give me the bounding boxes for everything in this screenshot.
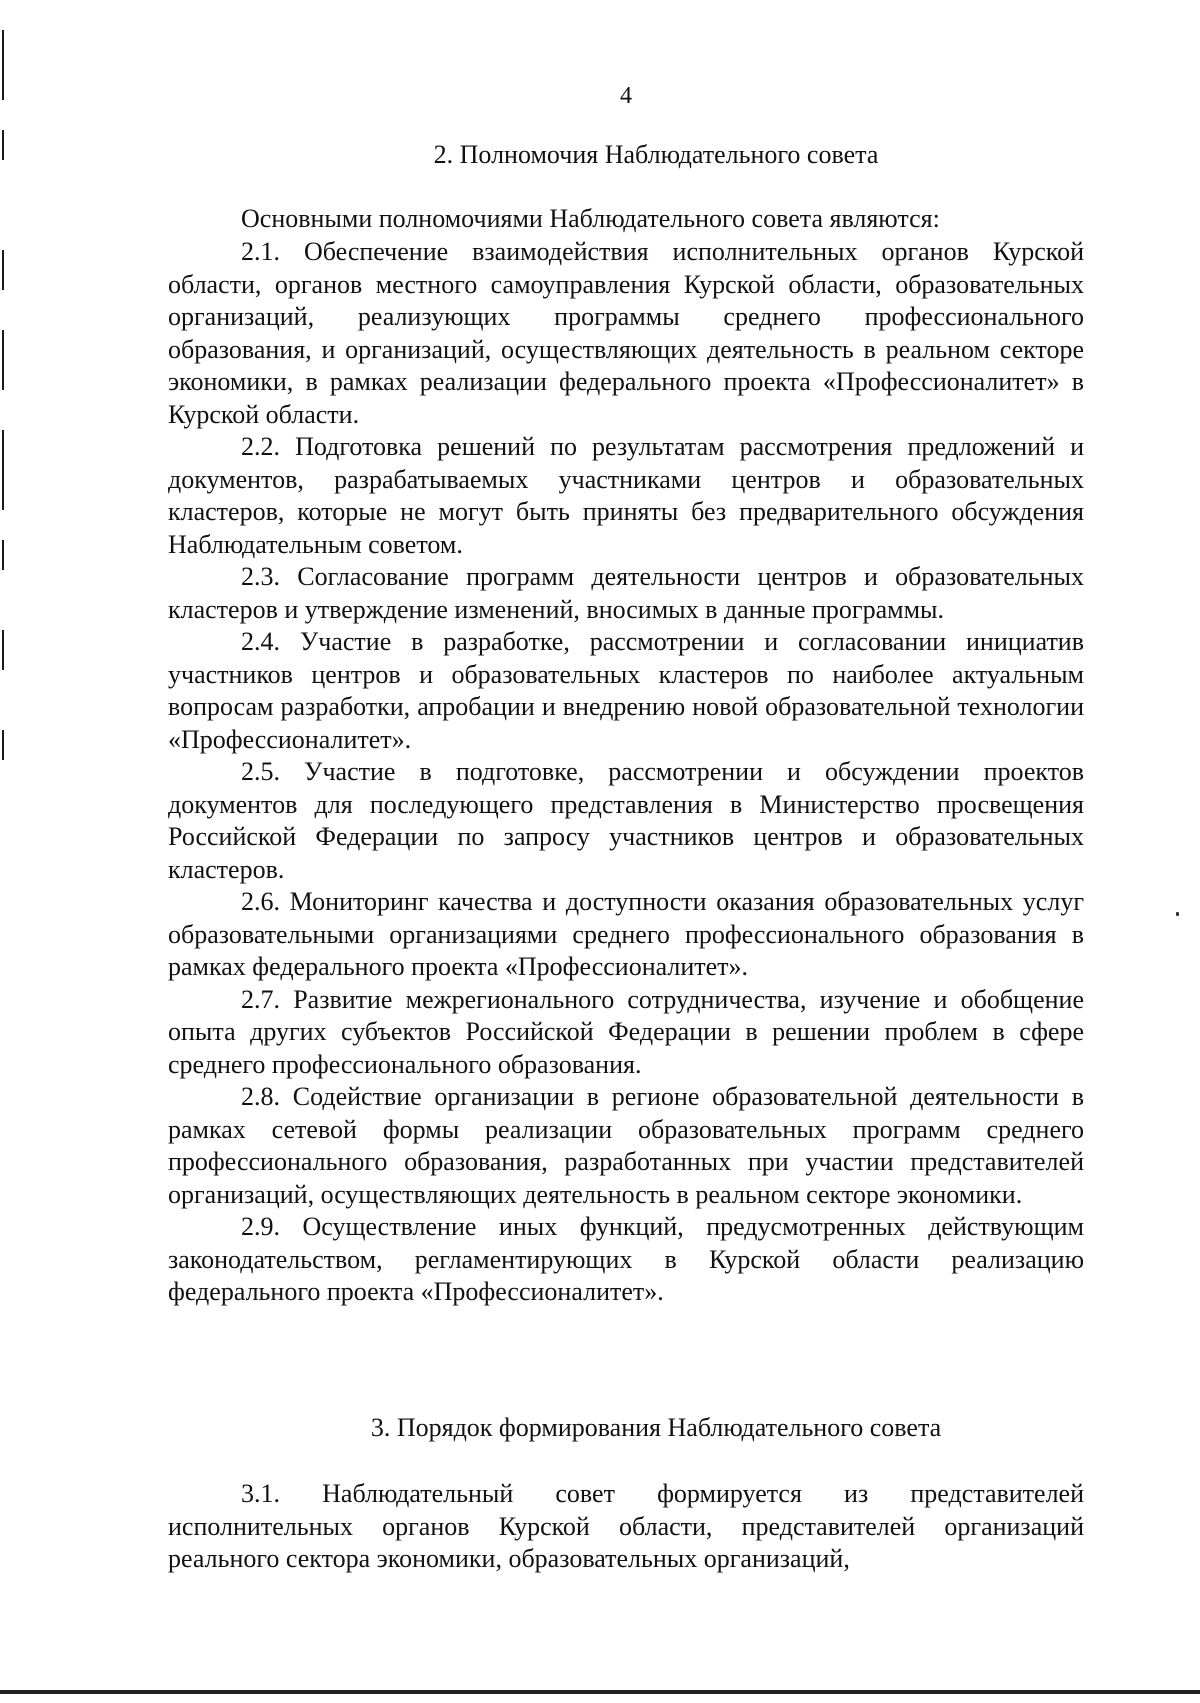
section-3-items [168,1478,1084,1576]
page-number: 4 [620,83,632,109]
section-3-title: 3. Порядок формирования Наблюдательного совета [370,1413,942,1442]
scan-edge-mark [2,250,4,290]
section-2-title: 2. Полномочия Наблюдательного совета [433,140,879,169]
paragraph-2-1: 2.1. Обеспечение взаимодействия исполнительных органов Курской области, органов местного самоуправления Курской области, образовательных организаций, реализующих программы среднего профессионального образования, и организаций, осуществляющих деятельность в реальном секторе экономики, в рамках реализации федерального проекта «Профессионалитет» в Курской области. [168,237,1084,429]
paragraph-2-3: 2.3. Согласование программ деятельности центров и образовательных кластеров и утверждение изменений, вносимых в данные программы. [168,562,1084,624]
paragraph-2-6: 2.6. Мониторинг качества и доступности оказания образовательных услуг образовательными организациями среднего профессионального образования в рамках федерального проекта «Профессионалитет». [168,887,1084,981]
scan-edge-mark [2,130,4,160]
paragraph-2-4: 2.4. Участие в разработке, рассмотрении и согласовании инициатив участников центров и образовательных кластеров по наиболее актуальным вопросам разработки, апробации и внедрению новой образовательной технологии «Профессионалитет». [168,627,1084,754]
paragraph-2-2: 2.2. Подготовка решений по результатам рассмотрения предложений и документов, разрабатываемых участниками центров и образовательных кластеров, которые не могут быть приняты без предварительного обсуждения Наблюдательным советом. [168,432,1084,559]
paragraph-2-7: 2.7. Развитие межрегионального сотрудничества, изучение и обобщение опыта других субъектов Российской Федерации в решении проблем в сфере среднего профессионального образования. [168,984,1084,1079]
scan-edge-mark [2,30,4,100]
paragraph-3-1: 3.1. Наблюдательный совет формируется из представителей исполнительных органов Курской области, представителей организаций реального сектора экономики, образовательных организаций, [168,1479,1084,1573]
scan-bottom-edge [0,1690,1200,1694]
scan-edge-mark [2,330,4,390]
scan-speck [1176,912,1179,916]
paragraph-2-5: 2.5. Участие в подготовке, рассмотрении и обсуждении проектов документов для последующего представления в Министерство просвещения Российской Федерации по запросу участников центров и образовательных кластеров. [168,757,1084,884]
section-2-items [168,236,1084,1309]
section-2-intro: Основными полномочиями Наблюдательного совета являются: [241,204,940,233]
paragraph-2-9: 2.9. Осуществление иных функций, предусмотренных действующим законодательством, регламентирующих в Курской области реализацию федерального проекта «Профессионалитет». [168,1212,1084,1306]
scan-edge-mark [2,730,4,760]
scan-edge-mark [2,630,4,670]
paragraph-2-8: 2.8. Содействие организации в регионе образовательной деятельности в рамках сетевой формы реализации образовательных программ среднего профессионального образования, разработанных при участии представителей организаций, осуществляющих деятельность в реальном секторе экономики. [168,1082,1084,1209]
scan-edge-mark [2,430,4,510]
scan-edge-mark [2,540,4,570]
